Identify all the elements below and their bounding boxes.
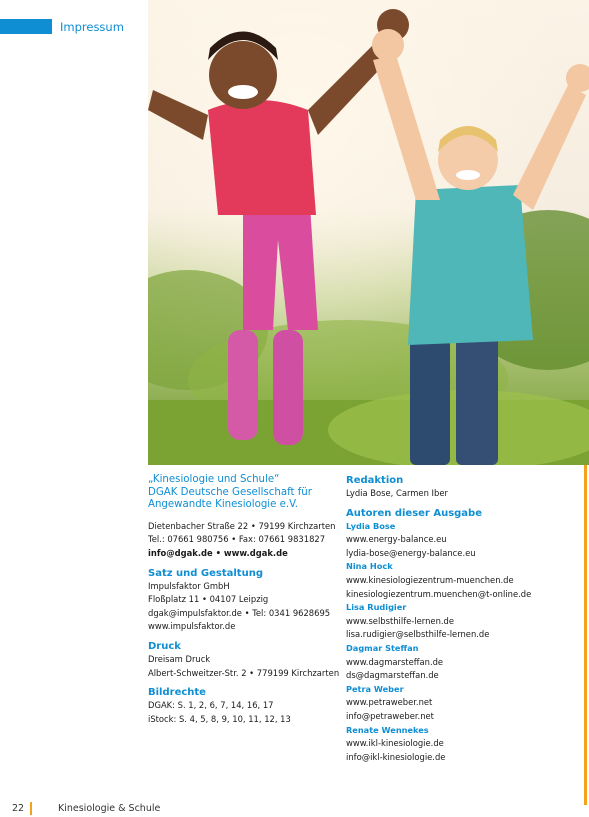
section-heading-satz: Satz und Gestaltung	[148, 567, 263, 579]
author-website: www.dagmarsteffan.de	[346, 656, 444, 667]
satz-line: Impulsfaktor GmbH	[148, 580, 230, 591]
photo-children-jumping	[148, 0, 589, 465]
imprint-left-column	[148, 474, 338, 726]
bildrechte-line: iStock: S. 4, 5, 8, 9, 10, 11, 12, 13	[148, 713, 291, 724]
author-website: www.ikl-kinesiologie.de	[346, 738, 444, 749]
section-heading-druck: Druck	[148, 640, 181, 652]
author-name: Lisa Rudigier	[346, 602, 407, 613]
orange-vertical-rule	[584, 465, 587, 805]
section-heading-redaktion: Redaktion	[346, 475, 404, 486]
author-name: Lydia Bose	[346, 520, 396, 531]
publisher-address: Dietenbacher Straße 22 • 79199 Kirchzarten	[148, 520, 336, 531]
bildrechte-line: DGAK: S. 1, 2, 6, 7, 14, 16, 17	[148, 700, 274, 711]
author-email: info@petraweber.net	[346, 710, 434, 721]
redaktion-names: Lydia Bose, Carmen Iber	[346, 488, 448, 498]
footer-separator	[30, 802, 32, 815]
author-email: lydia-bose@energy-balance.eu	[346, 547, 476, 558]
author-name: Nina Hock	[346, 561, 393, 572]
publisher-name-line2: Angewandte Kinesiologie e.V.	[148, 499, 299, 511]
satz-line: www.impulsfaktor.de	[148, 621, 236, 632]
satz-line: Floßplatz 11 • 04107 Leipzig	[148, 594, 269, 605]
author-name: Renate Wennekes	[346, 724, 429, 735]
publication-title: „Kinesiologie und Schule“	[148, 474, 280, 485]
druck-line: Albert-Schweitzer-Str. 2 • 779199 Kirchzarten	[148, 667, 340, 678]
section-heading-autoren: Autoren dieser Ausgabe	[346, 507, 482, 519]
page-number: 22	[12, 803, 25, 814]
publisher-email-web: info@dgak.de • www.dgak.de	[148, 547, 288, 558]
publisher-phone-fax: Tel.: 07661 980756 • Fax: 07661 9831827	[148, 534, 326, 545]
author-name: Dagmar Steffan	[346, 642, 419, 653]
section-label: Impressum	[60, 20, 124, 34]
section-heading-bildrechte: Bildrechte	[148, 687, 206, 699]
druck-line: Dreisam Druck	[148, 653, 211, 664]
imprint-right-column	[346, 474, 580, 764]
satz-line: dgak@impulsfaktor.de • Tel: 0341 9628695	[148, 607, 331, 618]
author-website: www.selbsthilfe-lernen.de	[346, 615, 455, 626]
author-website: www.kinesiologiezentrum-muenchen.de	[346, 574, 514, 585]
header-color-bar	[0, 19, 52, 34]
author-name: Petra Weber	[346, 683, 404, 694]
author-website: www.energy-balance.eu	[346, 534, 447, 545]
footer-publication-title: Kinesiologie & Schule	[58, 803, 161, 814]
publisher-name: DGAK Deutsche Gesellschaft für	[148, 486, 312, 498]
author-email: ds@dagmarsteffan.de	[346, 670, 439, 681]
author-email: kinesiologiezentrum.muenchen@t-online.de	[346, 588, 532, 599]
author-website: www.petraweber.net	[346, 697, 433, 708]
author-email: info@ikl-kinesiologie.de	[346, 751, 446, 762]
author-email: lisa.rudigier@selbsthilfe-lernen.de	[346, 629, 490, 640]
